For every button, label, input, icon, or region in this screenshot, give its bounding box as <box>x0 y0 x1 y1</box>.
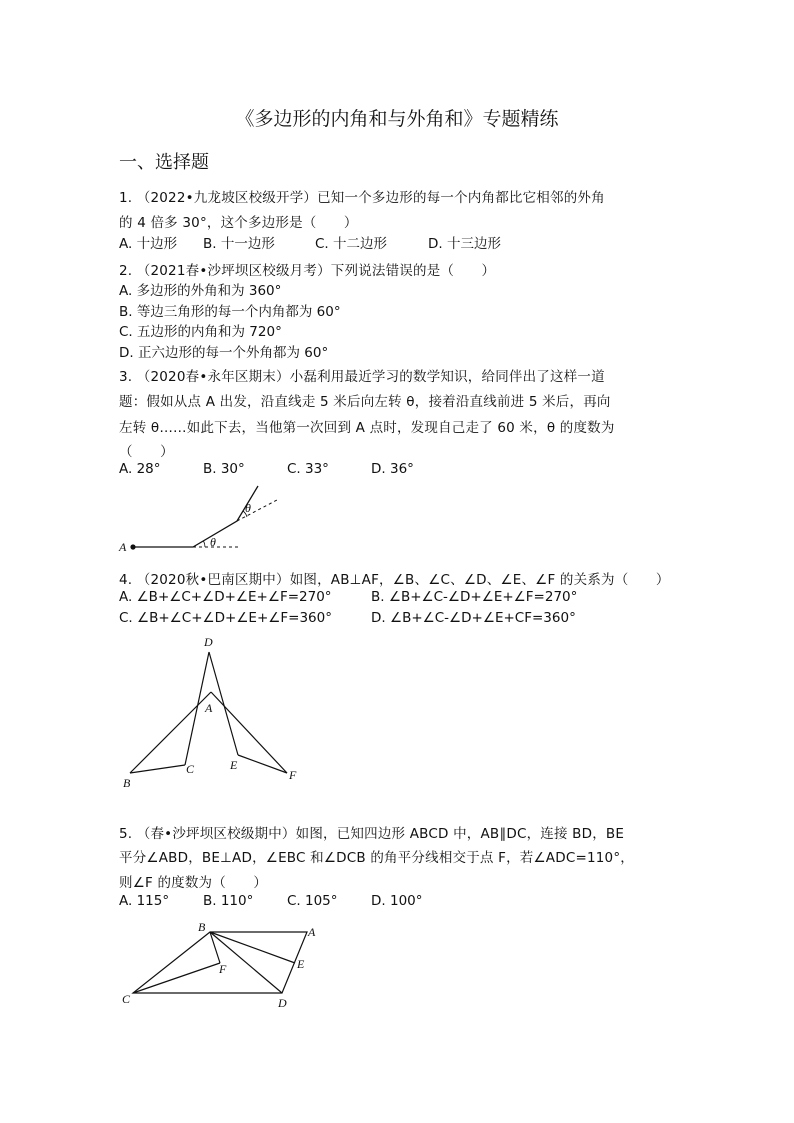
section-heading: 一、选择题 <box>119 152 209 173</box>
q1-option-c: C. 十二边形 <box>315 236 388 252</box>
q2-option-d: D. 正六边形的每一个外角都为 60° <box>119 345 329 361</box>
q3-option-d: D. 36° <box>371 461 414 477</box>
q4-option-b: B. ∠B+∠C-∠D+∠E+∠F=270° <box>371 589 578 605</box>
q5-option-b: B. 110° <box>203 893 254 909</box>
q3-label-theta-1: θ <box>210 535 216 549</box>
q4-label-d: D <box>204 635 213 649</box>
q4-label-b: B <box>123 776 131 790</box>
q5-label-f: F <box>219 962 227 976</box>
q2-option-c: C. 五边形的内角和为 720° <box>119 324 282 340</box>
q1-text-line2: 的 4 倍多 30°，这个多边形是（ ） <box>119 215 358 231</box>
q1-text-line1: 1. （2022•九龙坡区校级开学）已知一个多边形的每一个内角都比它相邻的外角 <box>119 190 605 206</box>
q3-text-line1: 3. （2020春•永年区期末）小磊利用最近学习的数学知识，给同伴出了这样一道 <box>119 369 605 385</box>
q3-option-c: C. 33° <box>287 461 329 477</box>
q3-label-theta-2: θ <box>245 501 251 515</box>
q3-option-b: B. 30° <box>203 461 245 477</box>
q3-label-a: A <box>119 540 127 554</box>
q4-label-c: C <box>186 762 195 776</box>
q4-segment-de <box>209 652 238 755</box>
q4-figure <box>115 630 315 795</box>
q5-option-a: A. 115° <box>119 893 170 909</box>
q3-option-a: A. 28° <box>119 461 161 477</box>
q4-option-d: D. ∠B+∠C-∠D+∠E+CF=360° <box>371 610 576 626</box>
q1-option-a: A. 十边形 <box>119 236 178 252</box>
q5-label-e: E <box>297 957 305 971</box>
q5-label-c: C <box>122 992 131 1006</box>
q4-text-line1: 4. （2020秋•巴南区期中）如图，AB⊥AF，∠B、∠C、∠D、∠E、∠F 的关系为（ ） <box>119 572 670 588</box>
q1-option-b: B. 十一边形 <box>203 236 275 252</box>
q5-label-b: B <box>198 920 206 934</box>
q5-option-d: D. 100° <box>371 893 423 909</box>
q5-text-line2: 平分∠ABD，BE⊥AD，∠EBC 和∠DCB 的角平分线相交于点 F，若∠ADC=110°， <box>119 850 634 866</box>
q3-text-line4: （ ） <box>119 444 174 460</box>
q3-figure <box>115 478 285 558</box>
page-title: 《多边形的内角和与外角和》专题精练 <box>235 108 559 130</box>
q5-text-line3: 则∠F 的度数为（ ） <box>119 875 268 891</box>
q2-text-line1: 2. （2021春•沙坪坝区校级月考）下列说法错误的是（ ） <box>119 263 496 279</box>
q4-segment-ba <box>130 692 211 773</box>
q4-option-c: C. ∠B+∠C+∠D+∠E+∠F=360° <box>119 610 332 626</box>
q1-option-d: D. 十三边形 <box>428 236 501 252</box>
q5-segment-be <box>210 932 295 963</box>
q5-segment-cf <box>133 963 220 993</box>
q3-text-line3: 左转 θ……如此下去，当他第一次回到 A 点时，发现自己走了 60 米，θ 的度数为 <box>119 420 615 436</box>
q4-segment-bc <box>130 765 185 773</box>
q5-text-line1: 5. （春•沙坪坝区校级期中）如图，已知四边形 ABCD 中，AB∥DC，连接 BD，BE <box>119 826 625 842</box>
q5-option-c: C. 105° <box>287 893 338 909</box>
q5-label-a: A <box>308 925 316 939</box>
q5-label-d: D <box>278 996 287 1010</box>
q4-option-a: A. ∠B+∠C+∠D+∠E+∠F=270° <box>119 589 332 605</box>
q4-label-a: A <box>205 701 213 715</box>
q4-label-f: F <box>289 768 297 782</box>
q3-angle-arc-1 <box>204 541 206 547</box>
q3-path <box>133 486 258 547</box>
q2-option-b: B. 等边三角形的每一个内角都为 60° <box>119 304 341 320</box>
q3-text-line2: 题：假如从点 A 出发，沿直线走 5 米后向左转 θ，接着沿直线前进 5 米后，再向 <box>119 394 611 410</box>
q4-label-e: E <box>230 758 238 772</box>
q5-figure <box>115 915 330 1015</box>
q4-segment-af <box>211 692 287 773</box>
q4-segment-ef <box>238 755 287 773</box>
q2-option-a: A. 多边形的外角和为 360° <box>119 283 282 299</box>
